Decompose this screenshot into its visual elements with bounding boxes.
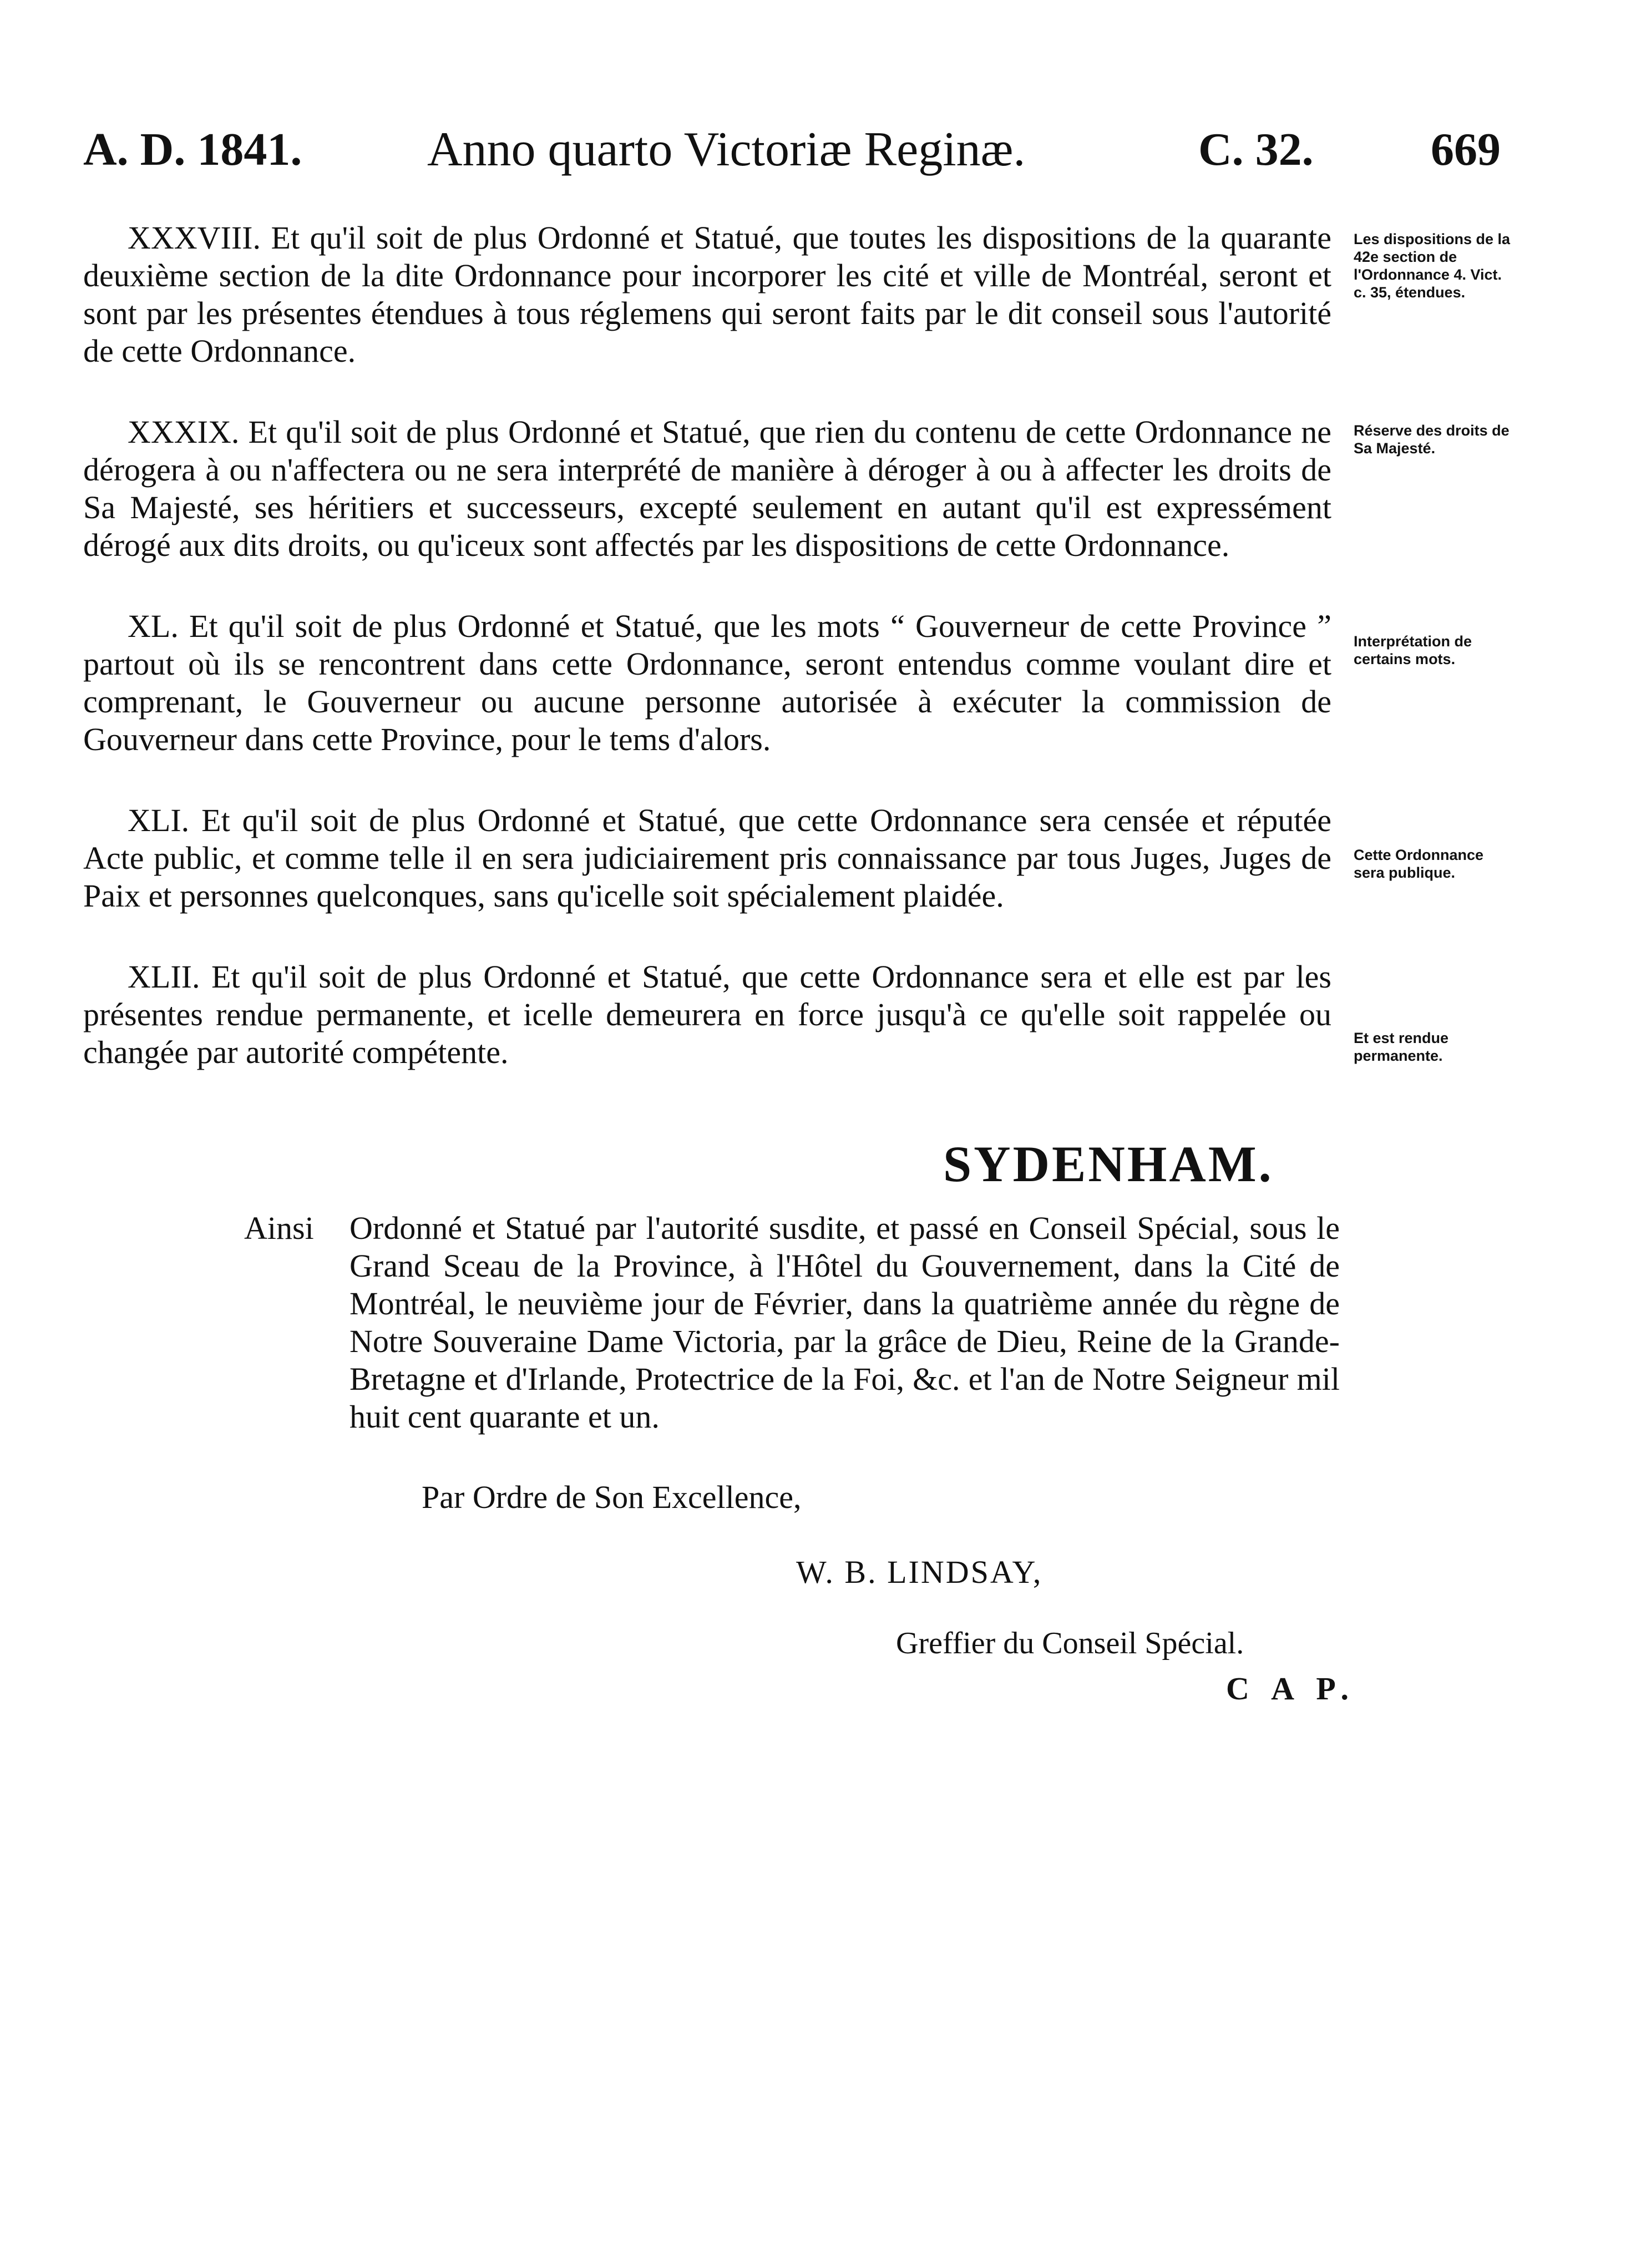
margin-note-xxxviii: Les dispositions de la 42e section de l'Ordonnance 4. Vict. c. 35, étendues. <box>1354 231 1511 301</box>
page-number: 669 <box>1431 124 1501 175</box>
order-line: Par Ordre de Son Excellence, <box>422 1479 802 1515</box>
section-xli: XLI. Et qu'il soit de plus Ordonné et Statué, que cette Ordonnance sera censée et réputée Acte public, et comme telle il en sera judiciairement pris connaissance par tous Juges, Juges de Paix et personnes quelconques, sans qu'icelle soit spécialement plaidée. <box>83 802 1331 914</box>
margin-note-xlii: Et est rendue permanente. <box>1354 1030 1449 1064</box>
body-column <box>83 219 1331 1115</box>
enactment-clause <box>244 1209 1340 1436</box>
section-xl: XL. Et qu'il soit de plus Ordonné et Statué, que les mots “ Gouverneur de cette Province ” partout où ils se rencontrent dans cette Ordonnance, seront entendus comme voulant dire et comprenant, le Gouverneur ou aucune personne autorisée à exécuter la commission de Gouverneur dans cette Province, pour le tems d'alors. <box>83 608 1331 757</box>
clerk-name: W. B. LINDSAY, <box>796 1554 1043 1590</box>
margin-note-xli: Cette Ordonnance sera publique. <box>1354 847 1484 881</box>
margin-note-xl: Interprétation de certains mots. <box>1354 633 1472 667</box>
header-title: Anno quarto Victoriæ Reginæ. <box>427 123 1026 176</box>
margin-note-xxxix: Réserve des droits de Sa Majesté. <box>1354 422 1510 457</box>
clerk-title: Greffier du Conseil Spécial. <box>896 1626 1244 1660</box>
header-chapter: C. 32. <box>1198 124 1314 175</box>
section-xxxix: XXXIX. Et qu'il soit de plus Ordonné et Statué, que rien du contenu de cette Ordonnance ne dérogera à ou n'affectera ou ne sera interprété de manière à déroger à ou à affecter les droits de Sa Majesté, ses héritiers et successeurs, excepté seulement en autant qu'il est expressément dérogé aux dits droits, ou qu'iceux sont affectés par les dispositions de cette Ordonnance. <box>83 414 1331 563</box>
header-year: A. D. 1841. <box>83 124 302 175</box>
running-header <box>83 119 1501 180</box>
enactment-lead: Ainsi <box>244 1210 314 1246</box>
section-xlii: XLII. Et qu'il soit de plus Ordonné et Statué, que cette Ordonnance sera et elle est par les présentes rendue permanente, et icelle demeurera en force jusqu'à ce qu'elle soit rappelée ou changée par autorité compétente. <box>83 959 1331 1070</box>
enactment-body: Ordonné et Statué par l'autorité susdite, et passé en Conseil Spécial, sous le Grand Sceau de la Province, à l'Hôtel du Gouvernement, dans la Cité de Montréal, le neuvième jour de Février, dans la quatrième année du règne de Notre Souveraine Dame Victoria, par la grâce de Dieu, Reine de la Grande-Bretagne et d'Irlande, Protectrice de la Foi, &c. et l'an de Notre Seigneur mil huit cent quarante et un. <box>350 1210 1340 1435</box>
printer-mark: C A P. <box>1226 1670 1356 1707</box>
section-xxxviii: XXXVIII. Et qu'il soit de plus Ordonné et Statué, que toutes les dispositions de la quarante deuxième section de la dite Ordonnance pour incorporer les cité et ville de Montréal, seront et sont par les présentes étendues à tous réglemens qui seront faits par le dit conseil sous l'autorité de cette Ordonnance. <box>83 220 1331 369</box>
governor-signature: SYDENHAM. <box>943 1136 1274 1192</box>
